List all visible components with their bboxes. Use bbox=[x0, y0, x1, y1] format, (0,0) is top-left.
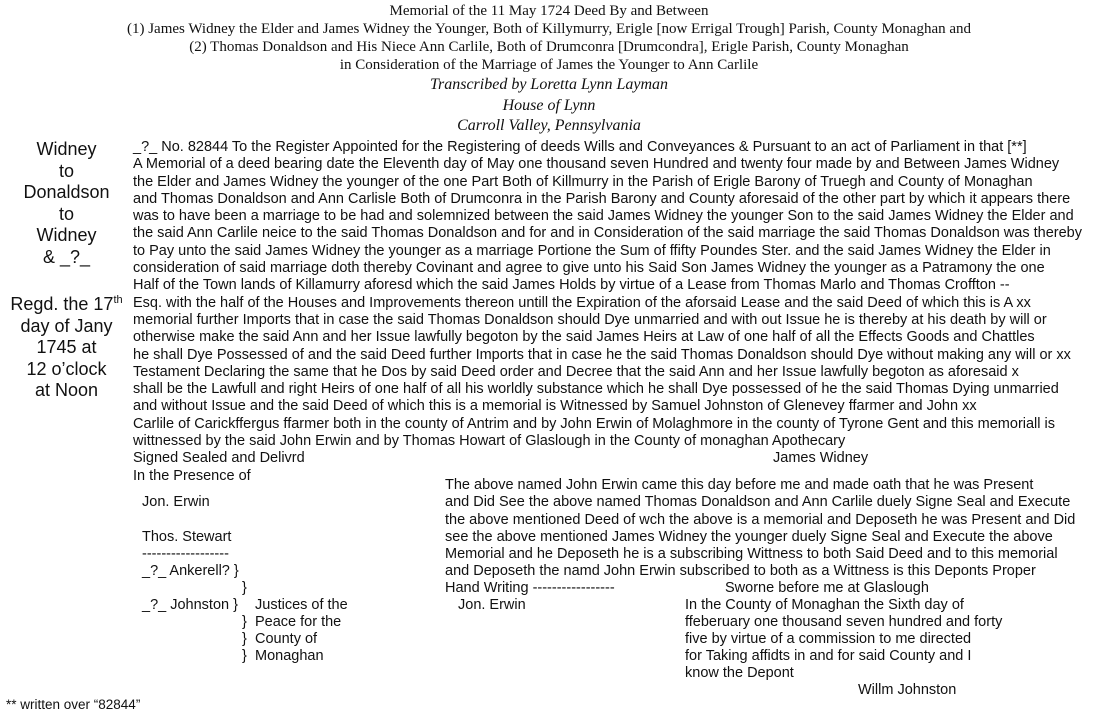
footnote: ** written over “82844” bbox=[6, 697, 141, 712]
presence-label: In the Presence of bbox=[133, 467, 251, 484]
witness-stewart: Thos. Stewart bbox=[142, 528, 232, 545]
memorial-line: Esq. with the half of the Houses and Improvements thereon untill the Expiration of the aforsaid Lease and the said Deed of which this is A xx bbox=[133, 294, 1031, 311]
registration-prefix: Regd. the 17 bbox=[10, 294, 114, 314]
ordinal-suffix: th bbox=[113, 294, 123, 306]
registration-line: at Noon bbox=[34, 380, 99, 400]
magistrate-name: Willm Johnston bbox=[858, 682, 957, 698]
parties-note-line: to bbox=[58, 160, 74, 181]
transcriber-credits bbox=[0, 75, 1098, 137]
memorial-line: _?_ No. 82844 To the Register Appointed for the Registering of deeds Wills and Conveyances & Pursuant to an act of Parliament in that [**] bbox=[133, 139, 1027, 155]
registration-date-line bbox=[0, 294, 133, 316]
memorial-line: to Pay unto the said James Widney the younger as a marriage Portione the Sum of ffifty Poundes Ster. and the said James Widney the Elder in bbox=[133, 242, 1051, 259]
parties-note-line: Widney bbox=[36, 139, 97, 159]
jurat-line: know the Depont bbox=[685, 665, 794, 681]
memorial-line: the Elder and James Widney the younger of the one Part Both of Killmurry in the Parish of Erigle Barony of Truegh and County of Monaghan bbox=[133, 173, 1033, 190]
memorial-line: and Thomas Donaldson and Ann Carlisle Both of Drumconra in the Parish Barony and County aforesaid of the other part by which it appears there bbox=[133, 190, 1071, 207]
witness-erwin: Jon. Erwin bbox=[142, 494, 210, 510]
witness-divider: ------------------ bbox=[142, 546, 229, 562]
oath-line: and Deposeth the namd John Erwin subscribed to both as a Wittness is this Deponts Proper bbox=[445, 563, 1036, 579]
justices-title-line: County of bbox=[255, 631, 318, 647]
memorial-line: he shall Dye Possessed of and the said Deed further Imports that in case he the said Thomas Donaldson should Dye without making any will or xx bbox=[133, 346, 1071, 363]
parties-note-line: to bbox=[58, 203, 74, 224]
transcriber-house: House of Lynn bbox=[502, 96, 596, 114]
oath-line: The above named John Erwin came this day before me and made oath that he was Present bbox=[445, 477, 1034, 493]
justice-johnston: _?_ Johnston } bbox=[142, 597, 238, 613]
memorial-line: Carlile of Carickffergus ffarmer both in the county of Antrim and by John Erwin of Molaghmore in the county of Tyrone Gent and this memoriall is bbox=[133, 415, 1056, 432]
parties-note bbox=[0, 139, 133, 268]
justice-brace: } bbox=[242, 580, 247, 596]
parties-note-line: & _?_ bbox=[42, 246, 91, 267]
memorial-line: A Memorial of a deed bearing date the Eleventh day of May one thousand seven Hundred and twenty four made by and Between James Widney bbox=[133, 156, 1060, 173]
parties-line-2: (2) Thomas Donaldson and His Niece Ann Carlile, Both of Drumconra [Drumcondra], Erigle Parish, County Monaghan bbox=[189, 39, 909, 55]
deponent-name: Jon. Erwin bbox=[458, 597, 526, 613]
justices-title-line: Peace for the bbox=[255, 614, 342, 630]
justice-brace: } bbox=[242, 648, 247, 664]
memorial-line: shall be the Lawfull and right Heirs of one half of all his worldly substance which he shall Dye possessed of he the said Thomas Dying unmarried bbox=[133, 381, 1059, 398]
title-line: Memorial of the 11 May 1724 Deed By and Between bbox=[389, 3, 709, 19]
parties-note-line: Donaldson bbox=[23, 182, 110, 202]
jurat-line: five by virtue of a commission to me directed bbox=[685, 631, 972, 647]
memorial-line: Half of the Town lands of Killamurry aforesd which the said James Holds by virtue of a Lease from Thomas Marlo and Thomas Croffton -- bbox=[133, 277, 1010, 294]
signer-name: James Widney bbox=[773, 450, 869, 467]
jurat-line: for Taking affidts in and for said County and I bbox=[685, 648, 972, 664]
oath-line: the above mentioned Deed of wch the above is a memorial and Deposeth he was Present and Did bbox=[445, 511, 1076, 528]
signed-label: Signed Sealed and Delivrd bbox=[133, 450, 305, 467]
oath-line: see the above mentioned James Widney the younger duely Signe Seal and Execute the above bbox=[445, 528, 1053, 545]
memorial-line: consideration of said marriage doth thereby Covinant and agree to give unto his Said Son James Widney the younger as a Patramony the one bbox=[133, 260, 1045, 277]
parties-note-line: Widney bbox=[36, 225, 97, 245]
jurat-line: ffeberuary one thousand seven hundred and forty bbox=[685, 614, 1003, 630]
transcriber-location: Carroll Valley, Pennsylvania bbox=[457, 117, 641, 134]
jurat-line: In the County of Monaghan the Sixth day of bbox=[685, 597, 964, 613]
justices-title-line: Monaghan bbox=[255, 648, 324, 664]
sworne-line: Sworne before me at Glaslough bbox=[725, 580, 929, 596]
memorial-line: otherwise make the said Ann and her Issue lawfully begoton by the said James Heirs at Law of one half of all the Effects Goods and Chattles bbox=[133, 329, 1035, 346]
margin-notes bbox=[0, 139, 133, 402]
memorial-line: and without Issue and the said Deed of which this is a memorial is Witnessed by Samuel Johnston of Glenevey ffarmer and John xx bbox=[133, 398, 977, 415]
transcriber-name: Transcribed by Loretta Lynn Layman bbox=[429, 76, 669, 93]
justice-brace: } bbox=[242, 631, 247, 647]
registration-line: 1745 at bbox=[36, 337, 97, 357]
memorial-line: was to have been a marriage to be had and solemnized between the said James Widney the younger Son to the said James Widney the Elder and bbox=[133, 208, 1074, 225]
oath-line: Memorial and he Deposeth he is a subscribing Wittness to both Said Deed and to this memorial bbox=[445, 546, 1058, 562]
consideration-line: in Consideration of the Marriage of James the Younger to Ann Carlile bbox=[339, 57, 759, 73]
memorial-body bbox=[133, 139, 1098, 485]
registration-line: day of Jany bbox=[20, 315, 113, 336]
justice-ankerell: _?_ Ankerell? } bbox=[142, 563, 239, 579]
justice-brace: } bbox=[242, 614, 247, 630]
parties-line-1: (1) James Widney the Elder and James Widney the Younger, Both of Killymurry, Erigle [now Errigal Trough] Parish, County Monaghan and bbox=[126, 21, 972, 37]
handwriting-line: Hand Writing ----------------- bbox=[445, 580, 615, 596]
memorial-line: wittnessed by the said John Erwin and by Thomas Howart of Glaslough in the County of monaghan Apothecary bbox=[133, 433, 846, 450]
justices-title-line: Justices of the bbox=[255, 597, 348, 613]
memorial-line: memorial further Imports that in case the said Thomas Donaldson should Dye unmarried and with out Issue he is thereby at his death by will or bbox=[133, 311, 1047, 328]
memorial-line: the said Ann Carlile neice to the said Thomas Donaldson and for and in Consideration of the said marriage the said Thomas Donaldson was thereby bbox=[133, 225, 1082, 242]
oath-line: and Did See the above named Thomas Donaldson and Ann Carlile duely Signe Seal and Execute bbox=[445, 494, 1071, 510]
memorial-line: Testament Declaring the same that he Dos by said Deed order and Decree that the said Ann and her Issue lawfully begoton as aforesaid x bbox=[133, 363, 1019, 380]
document-header bbox=[0, 2, 1098, 74]
registration-line: 12 o’clock bbox=[26, 358, 107, 379]
registration-note bbox=[0, 294, 133, 402]
